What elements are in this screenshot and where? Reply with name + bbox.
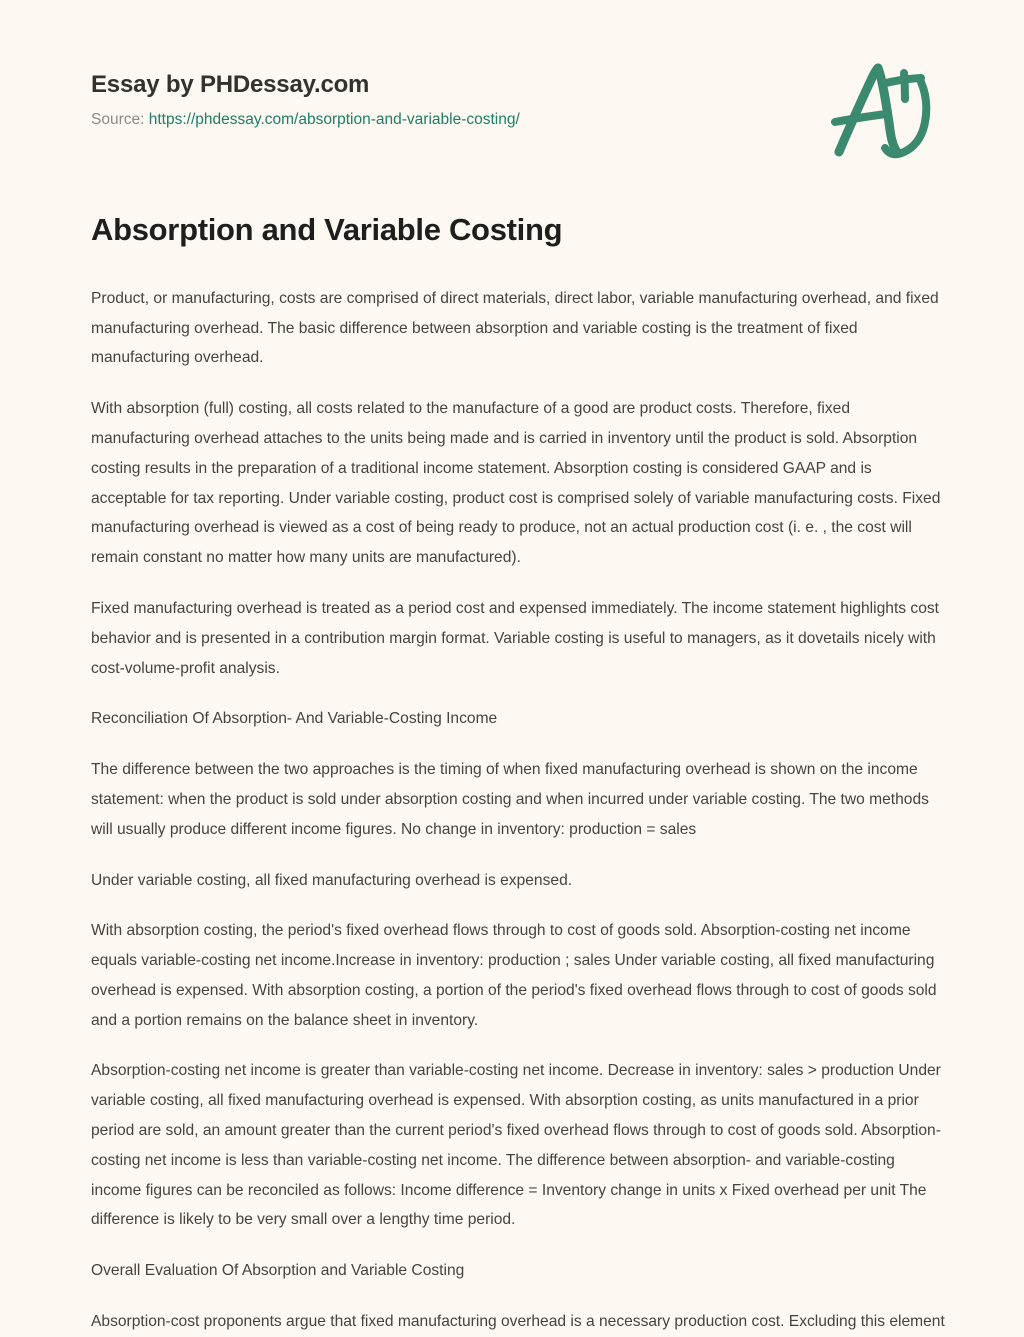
a-plus-logo-svg [826,52,936,164]
source-url-link[interactable]: https://phdessay.com/absorption-and-variable-costing/ [148,111,520,129]
paragraph: With absorption (full) costing, all costs related to the manufacture of a good are product costs. Therefore, fixed manufacturing overhead attaches to the units being made and is carried in inventory until the product is sold. Absorption costing results in the preparation of a traditional income statement. Absorption costing is considered GAAP and is acceptable for tax reporting. Under variable costing, product cost is comprised solely of variable manufacturing costs. Fixed manufacturing overhead is viewed as a cost of being ready to produce, not an actual production cost (i. e. , the cost will remain constant no matter how many units are manufactured). [91,400,941,567]
paragraph: With absorption costing, the period's fixed overhead flows through to cost of goods sold. Absorption-costing net income equals variable-costing net income.Increase in inventory: production ; sales Under variable costing, all fixed manufacturing overhead is expensed. With absorption costing, a portion of the period's fixed overhead flows through to cost of goods sold and a portion remains on the balance sheet in inventory. [91,922,937,1029]
paragraph: The difference between the two approaches is the timing of when fixed manufacturing overhead is shown on the income statement: when the product is sold under absorption costing and when incurred under variable costing. The two methods will usually produce different income figures. No change in inventory: production = sales [91,761,929,838]
a-plus-logo-icon [826,52,936,164]
paragraph: Fixed manufacturing overhead is treated as a period cost and expensed immediately. The income statement highlights cost behavior and is presented in a contribution margin format. Variable costing is useful to managers, as it dovetails nicely with cost-volume-profit analysis. [91,599,940,677]
paragraph: Product, or manufacturing, costs are comprised of direct materials, direct labor, variable manufacturing overhead, and fixed manufacturing overhead. The basic difference between absorption and variable costing is the treatment of fixed manufacturing overhead. [91,289,939,367]
paragraph: Absorption-costing net income is greater than variable-costing net income. Decrease in inventory: sales > production Under variable costing, all fixed manufacturing overhead is expensed. With absorption costing, as units manufactured in a prior period are sold, an amount greater than the current period's fixed overhead flows through to cost of goods sold. Absorption-costing net income is less than variable-costing net income. The difference between absorption- and variable-costing income figures can be reconciled as follows: Income difference = Inventory change in units x Fixed overhead per unit The difference is likely to be very small over a lengthy time period. [91,1062,941,1229]
page-header [0,0,1024,129]
source-label: Source: [91,111,145,129]
brand-title: Essay by PHDessay.com [91,71,370,98]
section-heading: Overall Evaluation Of Absorption and Variable Costing [91,1262,465,1280]
paragraph-list [91,284,945,1337]
page-title: Absorption and Variable Costing [91,212,563,247]
section-heading: Reconciliation Of Absorption- And Variable-Costing Income [91,710,498,728]
article-body [0,211,1024,1337]
paragraph: Under variable costing, all fixed manufacturing overhead is expensed. [91,871,573,889]
paragraph: Absorption-cost proponents argue that fixed manufacturing overhead is a necessary production cost. Excluding this element [91,1313,945,1331]
